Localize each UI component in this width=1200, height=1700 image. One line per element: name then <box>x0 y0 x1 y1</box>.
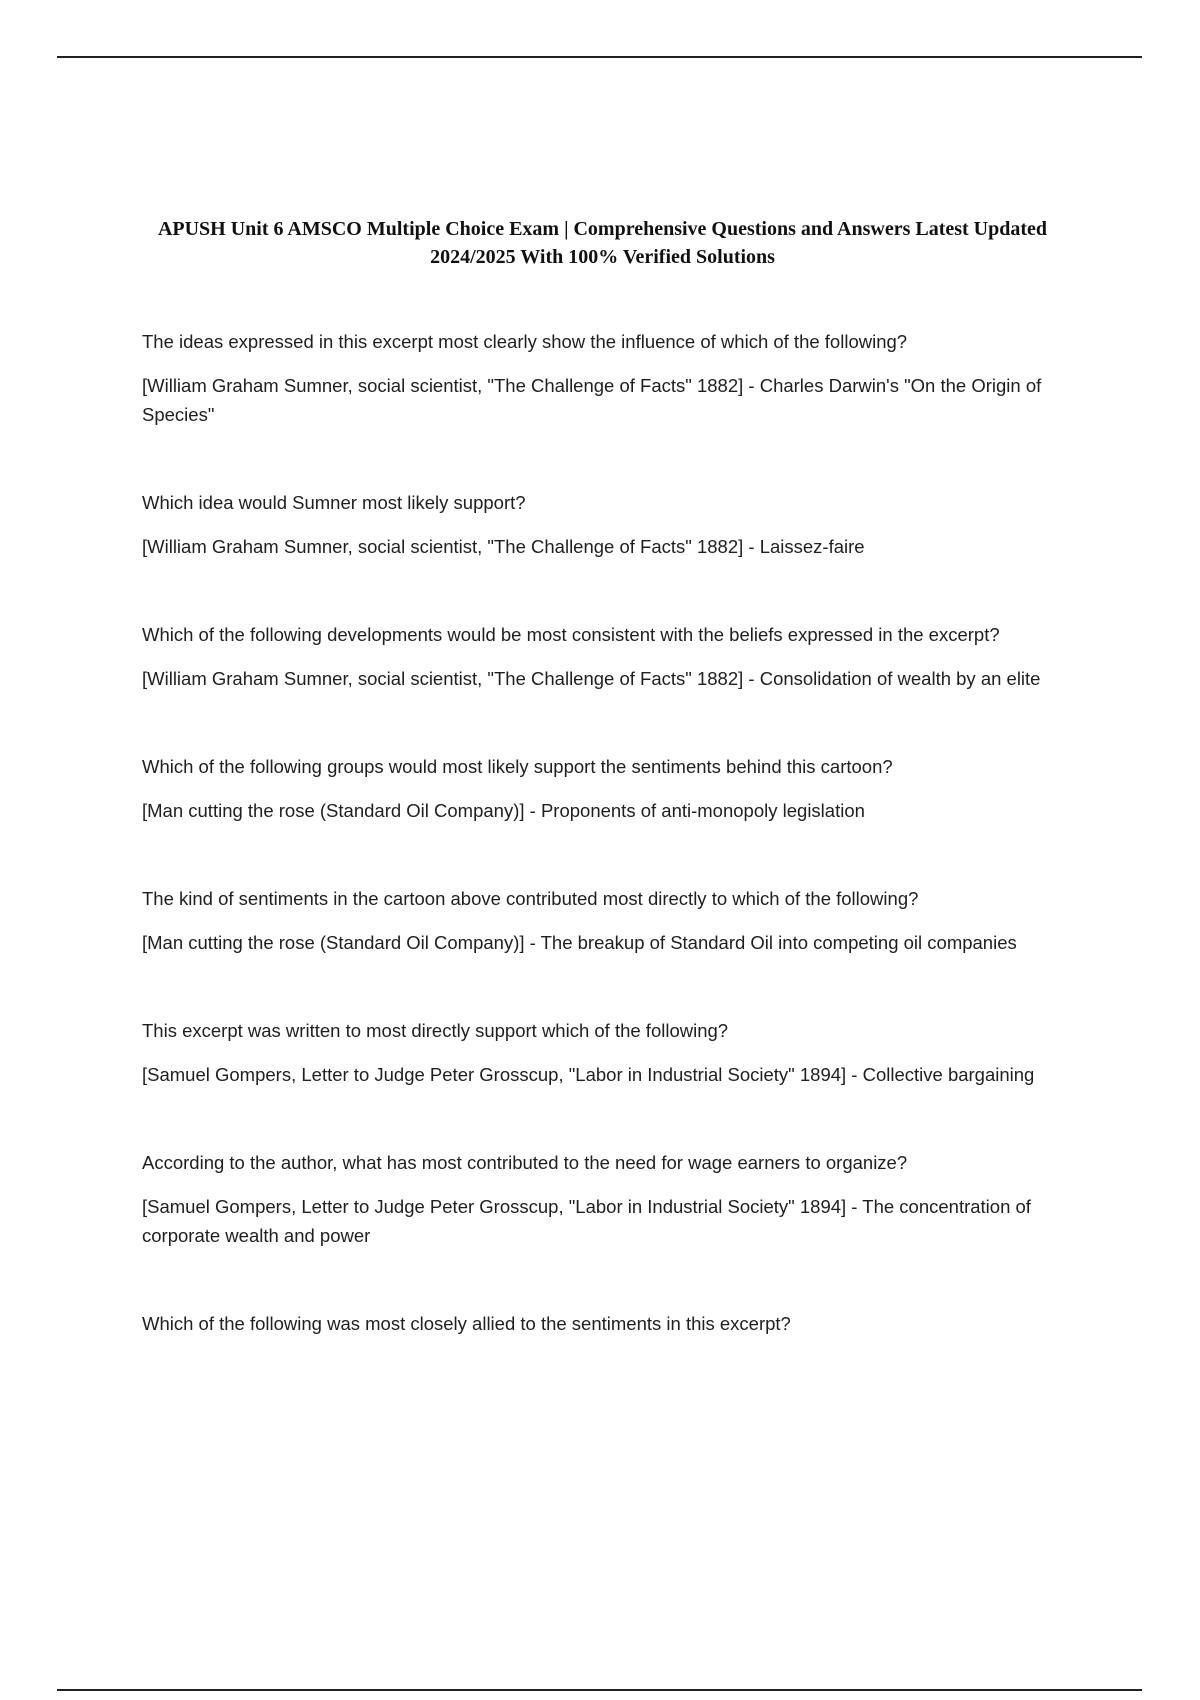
question-text: Which of the following groups would most likely support the sentiments behind this cartoon? <box>142 756 893 777</box>
qa-item <box>142 752 1072 825</box>
question-text: Which idea would Sumner most likely support? <box>142 492 526 513</box>
answer-text: [William Graham Sumner, social scientist, "The Challenge of Facts" 1882] - Charles Darwin's "On the Origin of Species" <box>142 375 1042 425</box>
question-text: Which of the following was most closely allied to the sentiments in this excerpt? <box>142 1313 791 1334</box>
answer-text: [Samuel Gompers, Letter to Judge Peter Grosscup, "Labor in Industrial Society" 1894] - Collective bargaining <box>142 1064 1035 1085</box>
question-text: According to the author, what has most contributed to the need for wage earners to organize? <box>142 1152 908 1173</box>
qa-item <box>142 1016 1072 1089</box>
question-text: This excerpt was written to most directly support which of the following? <box>142 1020 729 1041</box>
qa-item <box>142 884 1072 957</box>
answer-text: [William Graham Sumner, social scientist, "The Challenge of Facts" 1882] - Laissez-faire <box>142 536 865 557</box>
answer-text: [Man cutting the rose (Standard Oil Company)] - Proponents of anti-monopoly legislation <box>142 800 865 821</box>
answer-text: [Samuel Gompers, Letter to Judge Peter Grosscup, "Labor in Industrial Society" 1894] - The concentration of corporate wealth and power <box>142 1196 1031 1246</box>
question-text: Which of the following developments would be most consistent with the beliefs expressed in the excerpt? <box>142 624 1000 645</box>
answer-text: [Man cutting the rose (Standard Oil Company)] - The breakup of Standard Oil into competing oil companies <box>142 932 1017 953</box>
bottom-rule <box>57 1689 1142 1691</box>
top-rule <box>57 56 1142 58</box>
document-title: APUSH Unit 6 AMSCO Multiple Choice Exam | Comprehensive Questions and Answers Latest Updated 2024/2025 With 100% Verified Solutions <box>157 218 1048 268</box>
qa-item <box>142 620 1072 693</box>
question-list <box>142 327 1072 1338</box>
qa-item <box>142 1309 1072 1338</box>
question-text: The ideas expressed in this excerpt most clearly show the influence of which of the following? <box>142 331 908 352</box>
question-text: The kind of sentiments in the cartoon above contributed most directly to which of the following? <box>142 888 919 909</box>
qa-item <box>142 1148 1072 1250</box>
answer-text: [William Graham Sumner, social scientist, "The Challenge of Facts" 1882] - Consolidation of wealth by an elite <box>142 668 1041 689</box>
qa-item <box>142 327 1072 429</box>
qa-item <box>142 488 1072 561</box>
